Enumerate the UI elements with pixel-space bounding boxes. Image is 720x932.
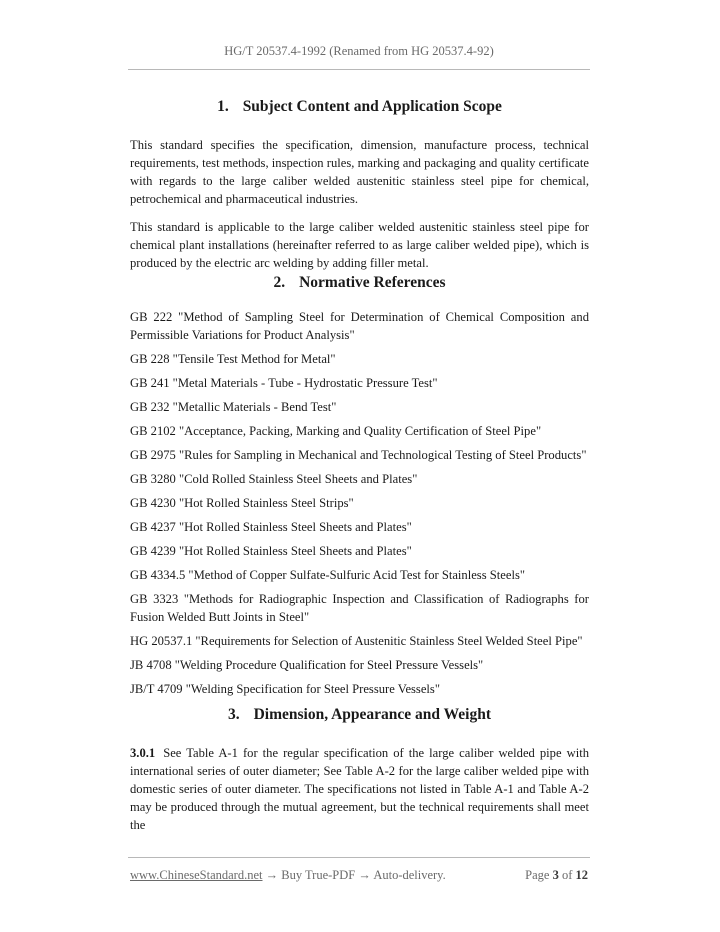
- page-content: [130, 96, 589, 834]
- section-number: 1.: [217, 98, 229, 115]
- clause-paragraph: [130, 744, 589, 834]
- chinesestandard-link[interactable]: www.ChineseStandard.net: [130, 868, 263, 882]
- scope-paragraph-2: This standard is applicable to the large caliber welded austenitic stainless steel pipe for chemical plant installations (hereinafter referred to as large caliber welded pipe), which is produced by the electric arc welding by adding filler metal.: [130, 220, 589, 270]
- reference-item: GB 228 "Tensile Test Method for Metal": [130, 352, 336, 366]
- reference-item: GB 3323 "Methods for Radiographic Inspection and Classification of Radiographs for Fusion Welded Butt Joints in Steel": [130, 592, 589, 624]
- scope-paragraph-1: This standard specifies the specification, dimension, manufacture process, technical requirements, test methods, inspection rules, marking and packaging and quality certificate with regards to the large caliber welded austenitic stainless steel pipe for chemical, petrochemical and pharmaceutical industries.: [130, 138, 589, 206]
- reference-item: GB 4230 "Hot Rolled Stainless Steel Strips": [130, 496, 354, 510]
- clause-text: See Table A-1 for the regular specification of the large caliber welded pipe with international series of outer diameter; See Table A-2 for the large caliber welded pipe with domestic series of outer diameter. The specifications not listed in Table A-1 and Table A-2 may be produced through the mutual agreement, but the technical requirements shall meet the: [130, 746, 589, 832]
- auto-delivery-text: Auto-delivery.: [373, 868, 446, 882]
- reference-item: GB 2102 "Acceptance, Packing, Marking and Quality Certification of Steel Pipe": [130, 424, 542, 438]
- section-title: Dimension, Appearance and Weight: [253, 706, 492, 723]
- page-total: 12: [575, 868, 588, 882]
- page-number: [525, 868, 588, 883]
- reference-item: JB 4708 "Welding Procedure Qualification for Steel Pressure Vessels": [130, 658, 484, 672]
- section-title: Subject Content and Application Scope: [242, 98, 502, 115]
- page-current: 3: [552, 868, 559, 882]
- reference-item: HG 20537.1 "Requirements for Selection of Austenitic Stainless Steel Welded Steel Pipe": [130, 634, 583, 648]
- reference-item: GB 3280 "Cold Rolled Stainless Steel Sheets and Plates": [130, 472, 418, 486]
- page-of: of: [561, 868, 573, 882]
- reference-item: GB 4239 "Hot Rolled Stainless Steel Sheets and Plates": [130, 544, 412, 558]
- page-footer: [130, 868, 590, 883]
- reference-item: GB 222 "Method of Sampling Steel for Determination of Chemical Composition and Permissible Variations for Product Analysis": [130, 310, 589, 342]
- reference-item: GB 241 "Metal Materials - Tube - Hydrostatic Pressure Test": [130, 376, 438, 390]
- section-heading-1: [130, 96, 589, 118]
- reference-item: GB 4237 "Hot Rolled Stainless Steel Sheets and Plates": [130, 520, 412, 534]
- running-header: HG/T 20537.4-1992 (Renamed from HG 20537.4-92): [224, 44, 494, 58]
- section-heading-3: [130, 704, 589, 726]
- section-number: 2.: [273, 274, 286, 291]
- reference-item: JB/T 4709 "Welding Specification for Steel Pressure Vessels": [130, 682, 440, 696]
- page-label: Page: [525, 868, 550, 882]
- header-divider: [128, 69, 590, 70]
- section-title: Normative References: [299, 274, 446, 291]
- buy-true-pdf-text: Buy True-PDF: [281, 868, 356, 882]
- normative-references-list: [130, 308, 589, 698]
- arrow-icon: →: [265, 868, 279, 882]
- section-number: 3.: [227, 706, 240, 723]
- clause-number: 3.0.1: [130, 746, 156, 760]
- reference-item: GB 232 "Metallic Materials - Bend Test": [130, 400, 337, 414]
- arrow-icon: →: [358, 868, 371, 882]
- reference-item: GB 2975 "Rules for Sampling in Mechanical and Technological Testing of Steel Products": [130, 448, 587, 462]
- section-heading-2: [130, 272, 589, 294]
- footer-divider: [128, 857, 590, 858]
- reference-item: GB 4334.5 "Method of Copper Sulfate-Sulfuric Acid Test for Stainless Steels": [130, 568, 525, 582]
